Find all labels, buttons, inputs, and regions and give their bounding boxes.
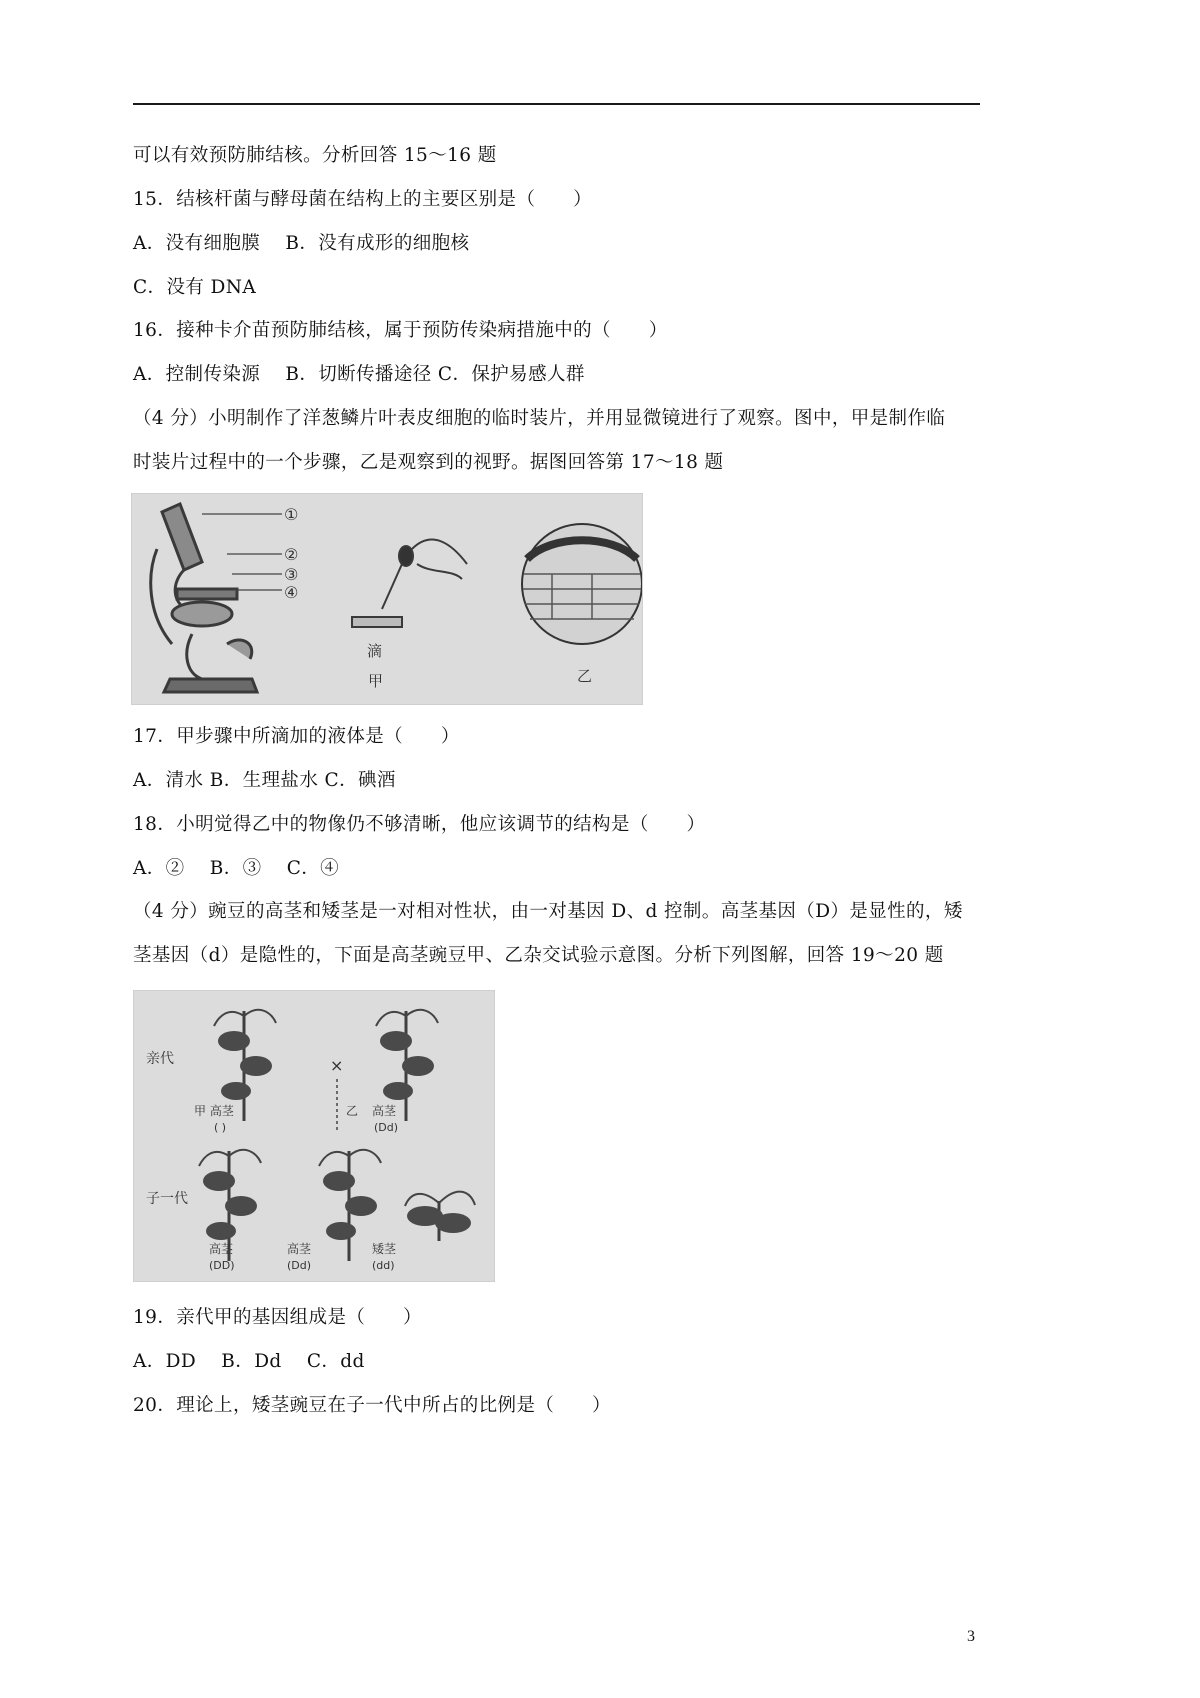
marker-4: ④	[284, 583, 299, 602]
parent-yi-name: 乙	[346, 1104, 359, 1118]
child3-genotype: (dd)	[372, 1259, 395, 1272]
marker-1: ①	[284, 505, 299, 524]
dropper-drawing	[352, 540, 467, 627]
question-18-options: A．② B．③ C．④	[133, 858, 340, 879]
question-16-options: A．控制传染源 B．切断传播途径 C．保护易感人群	[133, 364, 585, 385]
question-19-options: A．DD B．Dd C．dd	[133, 1351, 365, 1372]
marker-3: ③	[284, 565, 299, 584]
parent-jia-genotype: ( )	[214, 1121, 227, 1134]
question-17-18-intro-line2: 时装片过程中的一个步骤，乙是观察到的视野。据图回答第 17～18 题	[133, 452, 724, 473]
question-17: 17．甲步骤中所滴加的液体是（ ）	[133, 726, 460, 747]
question-18: 18．小明觉得乙中的物像仍不够清晰，他应该调节的结构是（ ）	[133, 814, 706, 835]
child2-label: 高茎	[287, 1242, 312, 1256]
text-line-intro: 可以有效预防肺结核。分析回答 15～16 题	[133, 145, 497, 166]
question-19: 19．亲代甲的基因组成是（ ）	[133, 1307, 422, 1328]
parent-generation-label: 亲代	[146, 1051, 174, 1067]
child-plant-short	[405, 1192, 475, 1241]
figure-pea-cross	[133, 990, 495, 1282]
parent-yi-genotype: (Dd)	[374, 1121, 399, 1134]
offspring-generation-label: 子一代	[146, 1191, 188, 1207]
field-of-view-drawing	[522, 524, 642, 644]
page-number: 3	[967, 1628, 975, 1645]
parent-jia-label: 甲 高茎	[194, 1104, 234, 1118]
child3-label: 矮茎	[372, 1242, 397, 1256]
figure-microscope	[131, 493, 643, 705]
parent-yi-label: 高茎	[372, 1104, 397, 1118]
question-15: 15．结核杆菌与酵母菌在结构上的主要区别是（ ）	[133, 189, 593, 210]
child2-genotype: (Dd)	[287, 1259, 312, 1272]
question-19-20-intro-line2: 茎基因（d）是隐性的，下面是高茎豌豆甲、乙杂交试验示意图。分析下列图解，回答 19～20 题	[133, 945, 944, 966]
header-rule	[133, 103, 980, 105]
child1-genotype: (DD)	[209, 1259, 235, 1272]
question-20: 20．理论上，矮茎豌豆在子一代中所占的比例是（ ）	[133, 1395, 611, 1416]
question-15-options-ab: A．没有细胞膜 B．没有成形的细胞核	[133, 233, 470, 254]
question-17-18-intro-line1: （4 分）小明制作了洋葱鳞片叶表皮细胞的临时装片，并用显微镜进行了观察。图中，甲是制作临	[133, 408, 946, 429]
label-yi: 乙	[577, 667, 593, 685]
microscope-drawing	[151, 504, 257, 692]
question-19-20-intro-line1: （4 分）豌豆的高茎和矮茎是一对相对性状，由一对基因 D、d 控制。高茎基因（D）是显性的，矮	[133, 901, 963, 922]
step-label-di: 滴	[367, 642, 383, 660]
label-jia: 甲	[368, 672, 384, 690]
child1-label: 高茎	[209, 1242, 234, 1256]
marker-2: ②	[284, 545, 299, 564]
cross-symbol: ×	[330, 1056, 344, 1075]
question-15-option-c: C．没有 DNA	[133, 277, 257, 298]
question-17-options: A．清水 B．生理盐水 C．碘酒	[133, 770, 396, 791]
question-16: 16．接种卡介苗预防肺结核，属于预防传染病措施中的（ ）	[133, 320, 668, 341]
